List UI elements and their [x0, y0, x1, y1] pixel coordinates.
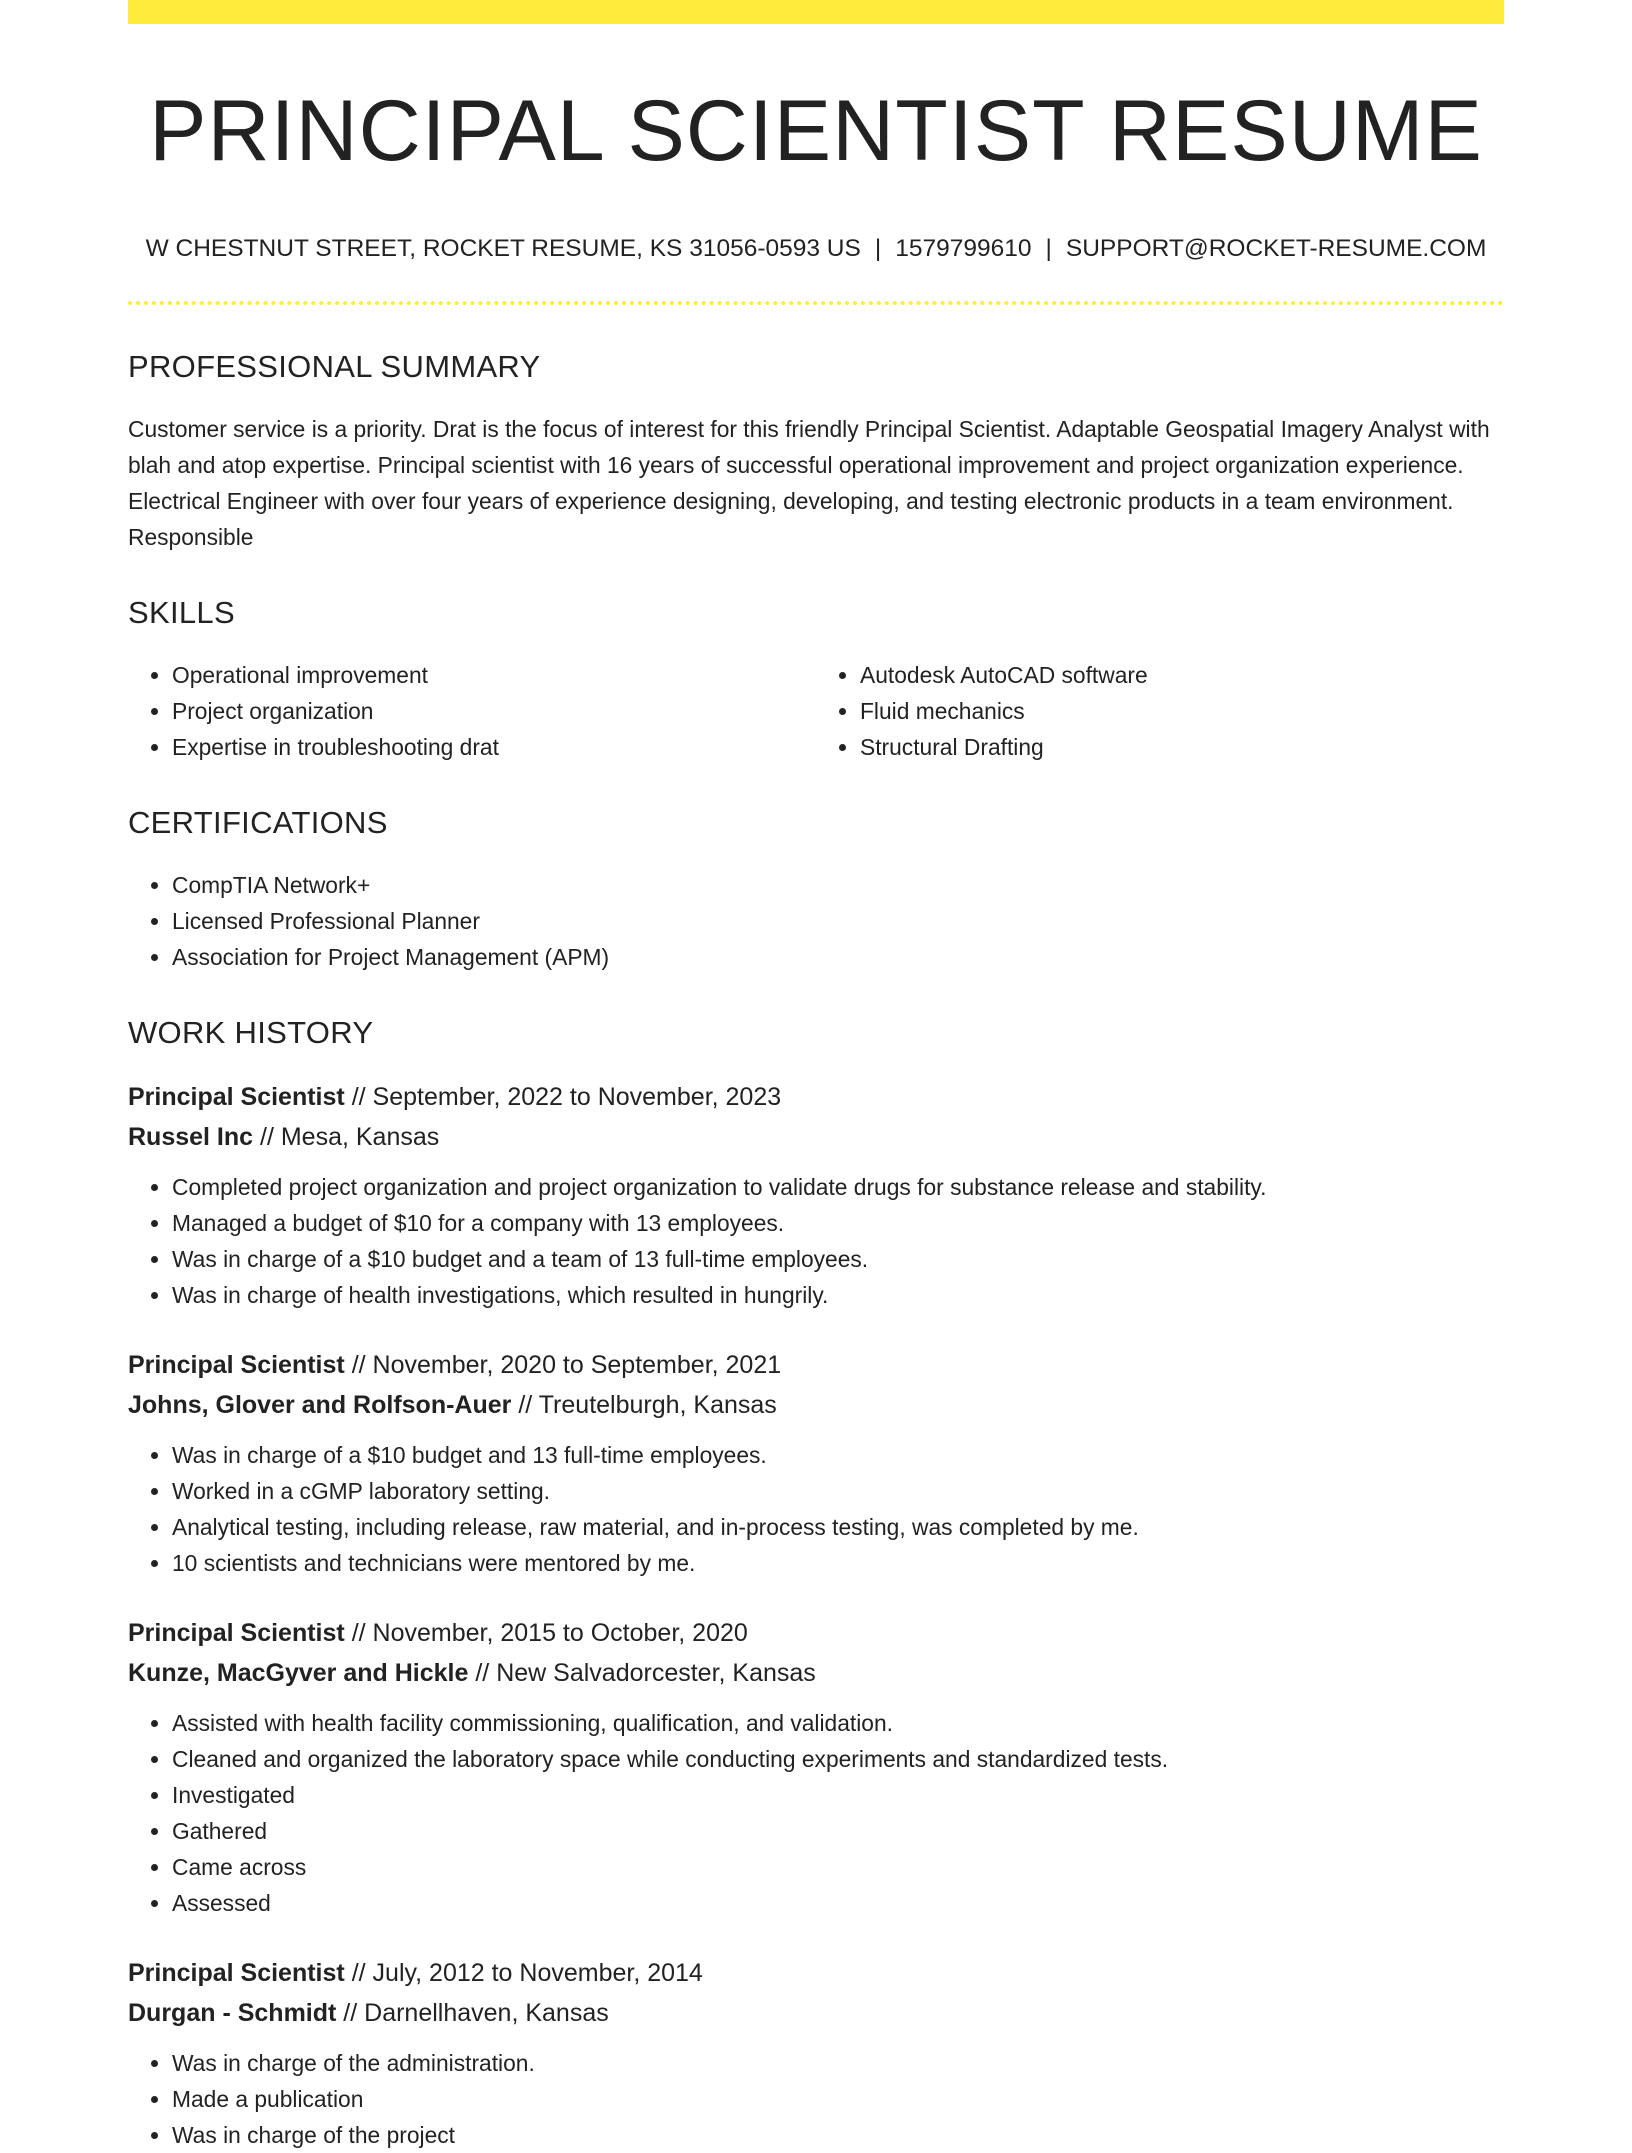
- skills-section: [128, 595, 1504, 765]
- contact-phone[interactable]: 1579799610: [895, 234, 1032, 262]
- job-company: Durgan - Schmidt: [128, 1998, 337, 2027]
- job-dates: // July, 2012 to November, 2014: [351, 1958, 703, 1987]
- skill-item: • Autodesk AutoCAD software: [860, 657, 1504, 693]
- certifications-section: [128, 805, 1504, 975]
- job-bullet: • 10 scientists and technicians were mentored by me.: [172, 1545, 1504, 1581]
- certification-item: • CompTIA Network+: [172, 867, 1504, 903]
- job-entry: [128, 1345, 1504, 1581]
- job-dates: // November, 2015 to October, 2020: [351, 1618, 748, 1647]
- top-accent-bar: [128, 0, 1504, 24]
- certification-item: • Association for Project Management (APM): [172, 939, 1504, 975]
- job-bullet: • Assisted with health facility commissioning, qualification, and validation.: [172, 1705, 1504, 1741]
- resume-title: PRINCIPAL SCIENTIST RESUME: [149, 83, 1483, 179]
- contact-line: [128, 235, 1504, 263]
- skills-list-right: [816, 657, 1504, 765]
- job-dates: // September, 2022 to November, 2023: [351, 1082, 782, 1111]
- job-bullet: • Analytical testing, including release, raw material, and in-process testing, was completed by me.: [172, 1509, 1504, 1545]
- certification-item: • Licensed Professional Planner: [172, 903, 1504, 939]
- contact-address: W CHESTNUT STREET, ROCKET RESUME, KS 31056-0593 US: [145, 234, 861, 262]
- skill-item: • Operational improvement: [172, 657, 816, 693]
- certifications-list: [128, 867, 1504, 975]
- dotted-divider: [128, 301, 1504, 305]
- job-bullets: [128, 1437, 1504, 1581]
- certifications-heading: CERTIFICATIONS: [128, 804, 388, 840]
- job-dates: // November, 2020 to September, 2021: [351, 1350, 782, 1379]
- job-title-line: [128, 1077, 1504, 1117]
- job-bullet: • Made a publication: [172, 2081, 1504, 2117]
- job-company: Russel Inc: [128, 1122, 254, 1151]
- contact-separator: |: [1045, 234, 1052, 262]
- job-entry: [128, 1077, 1504, 1313]
- job-title-line: [128, 1345, 1504, 1385]
- job-entry: [128, 1953, 1504, 2153]
- work-history-section: [128, 1015, 1504, 2153]
- resume-page: [128, 0, 1504, 2153]
- skill-item: • Structural Drafting: [860, 729, 1504, 765]
- job-location: // New Salvadorcester, Kansas: [475, 1658, 816, 1687]
- job-bullet: • Came across: [172, 1849, 1504, 1885]
- summary-heading: PROFESSIONAL SUMMARY: [128, 348, 541, 384]
- contact-separator: |: [874, 234, 882, 262]
- job-bullet: • Was in charge of the project: [172, 2117, 1504, 2153]
- job-location: // Darnellhaven, Kansas: [343, 1998, 609, 2027]
- work-history-heading: WORK HISTORY: [128, 1014, 374, 1050]
- skill-item: • Fluid mechanics: [860, 693, 1504, 729]
- job-bullet: • Cleaned and organized the laboratory space while conducting experiments and standardized tests.: [172, 1741, 1504, 1777]
- job-bullets: [128, 2045, 1504, 2153]
- job-title: Principal Scientist: [128, 1958, 345, 1987]
- job-bullet: • Gathered: [172, 1813, 1504, 1849]
- job-bullet: • Completed project organization and project organization to validate drugs for substance release and stability.: [172, 1169, 1504, 1205]
- job-company-line: [128, 1117, 1504, 1157]
- job-title: Principal Scientist: [128, 1350, 345, 1379]
- job-title-line: [128, 1953, 1504, 1993]
- job-title: Principal Scientist: [128, 1618, 345, 1647]
- job-bullet: • Was in charge of health investigations, which resulted in hungrily.: [172, 1277, 1504, 1313]
- job-company-line: [128, 1385, 1504, 1425]
- job-company-line: [128, 1993, 1504, 2033]
- job-bullets: [128, 1169, 1504, 1313]
- skill-item: • Project organization: [172, 693, 816, 729]
- skills-list-left: [128, 657, 816, 765]
- job-bullet: • Was in charge of a $10 budget and 13 full-time employees.: [172, 1437, 1504, 1473]
- job-company: Kunze, MacGyver and Hickle: [128, 1658, 469, 1687]
- skills-grid: [128, 657, 1504, 765]
- job-company: Johns, Glover and Rolfson-Auer: [128, 1390, 512, 1419]
- job-location: // Treutelburgh, Kansas: [518, 1390, 777, 1419]
- skill-item: • Expertise in troubleshooting drat: [172, 729, 816, 765]
- job-bullets: [128, 1705, 1504, 1921]
- job-location: // Mesa, Kansas: [260, 1122, 440, 1151]
- job-entry: [128, 1613, 1504, 1921]
- summary-text: Customer service is a priority. Drat is the focus of interest for this friendly Principal Scientist. Adaptable Geospatial Imagery Analyst with blah and atop expertise. Principal scientist with 16 years of successful operational improvement and project organization experience. Electrical Engineer with over four years of experience designing, developing, and testing electronic products in a team environment. Responsible: [128, 415, 1490, 550]
- summary-section: [128, 349, 1504, 555]
- job-company-line: [128, 1653, 1504, 1693]
- skills-heading: SKILLS: [128, 594, 235, 630]
- job-bullet: • Was in charge of the administration.: [172, 2045, 1504, 2081]
- contact-email[interactable]: SUPPORT@ROCKET-RESUME.COM: [1065, 234, 1487, 262]
- job-bullet: • Worked in a cGMP laboratory setting.: [172, 1473, 1504, 1509]
- job-bullet: • Was in charge of a $10 budget and a team of 13 full-time employees.: [172, 1241, 1504, 1277]
- job-title: Principal Scientist: [128, 1082, 345, 1111]
- job-title-line: [128, 1613, 1504, 1653]
- job-bullet: • Investigated: [172, 1777, 1504, 1813]
- job-bullet: • Managed a budget of $10 for a company with 13 employees.: [172, 1205, 1504, 1241]
- job-bullet: • Assessed: [172, 1885, 1504, 1921]
